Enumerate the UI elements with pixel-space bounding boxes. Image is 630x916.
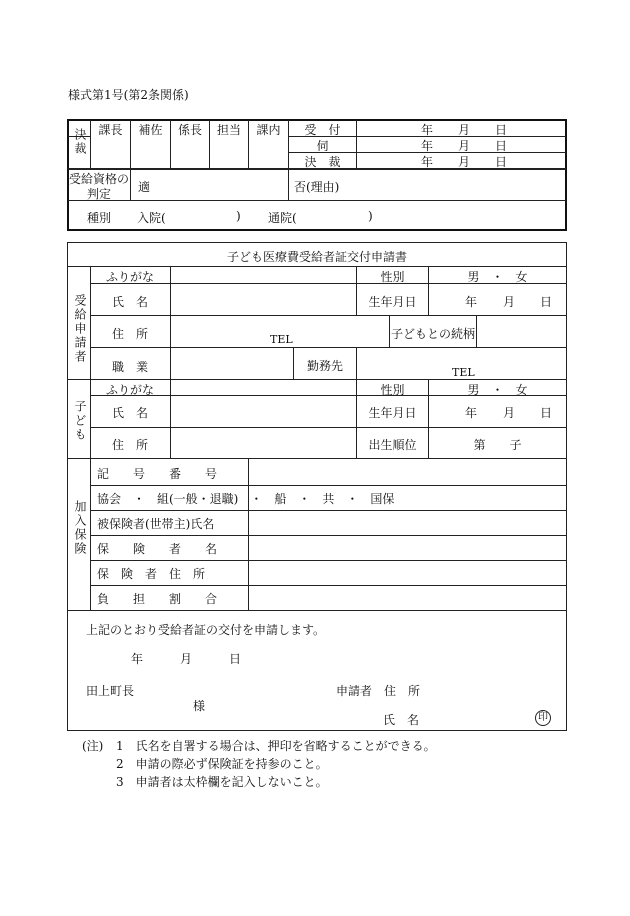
child-gender-label: 性別 xyxy=(380,383,405,397)
appropriate-label: 適 xyxy=(138,180,151,194)
child-birth-year: 年 xyxy=(465,406,478,420)
birth-month: 月 xyxy=(503,295,516,309)
role-section-chief: 課長 xyxy=(98,123,123,137)
application-day: 日 xyxy=(229,652,242,666)
date-day: 日 xyxy=(495,123,508,137)
birth-year: 年 xyxy=(465,295,478,309)
insurer-address-label: 保 険 者 住 所 xyxy=(97,567,206,581)
seal-mark: 印 xyxy=(535,710,551,726)
birth-order-label: 出生順位 xyxy=(368,438,417,452)
notes-prefix: (注) xyxy=(82,739,104,753)
approval-label: 決裁 xyxy=(73,128,87,156)
date-day: 日 xyxy=(495,155,508,169)
child-address-label: 住 所 xyxy=(112,438,149,452)
applicant-name-label: 氏 名 xyxy=(112,295,149,309)
received-label: 受 付 xyxy=(304,123,341,137)
applicant-gender-value: 男 ・ 女 xyxy=(467,270,528,284)
role-internal: 課内 xyxy=(256,123,281,137)
form-number: 様式第1号(第2条関係) xyxy=(68,88,189,102)
type-label: 種別 xyxy=(86,211,111,225)
outpatient-close: ) xyxy=(368,209,373,223)
applicant-job-label: 職 業 xyxy=(112,360,149,374)
applicant-name-sign-label: 氏 名 xyxy=(383,713,420,727)
date-month: 月 xyxy=(458,123,471,137)
child-name-label: 氏 名 xyxy=(112,406,149,420)
application-year: 年 xyxy=(131,652,144,666)
sama-label: 様 xyxy=(193,699,206,713)
workplace-tel-label: TEL xyxy=(452,366,475,379)
application-month: 月 xyxy=(180,652,193,666)
eligibility-label-1: 受給資格の xyxy=(68,172,129,186)
applicant-birth-label: 生年月日 xyxy=(368,295,417,309)
child-gender-value: 男 ・ 女 xyxy=(467,383,528,397)
role-staff: 担当 xyxy=(216,123,241,137)
date-day: 日 xyxy=(495,139,508,153)
eligibility-label-2: 判定 xyxy=(86,187,111,201)
insurance-symbol-label: 記 号 番 号 xyxy=(97,467,218,481)
denied-label: 否(理由) xyxy=(294,180,340,194)
decision-label: 決 裁 xyxy=(304,155,341,169)
declaration-text: 上記のとおり受給者証の交付を申請します。 xyxy=(86,623,326,637)
child-furigana-label: ふりがな xyxy=(106,383,155,397)
insured-name-label: 被保険者(世帯主)氏名 xyxy=(97,517,215,531)
applicant-furigana-label: ふりがな xyxy=(106,270,155,284)
workplace-label: 勤務先 xyxy=(306,359,343,373)
child-birth-day: 日 xyxy=(540,406,553,420)
form-title: 子ども医療費受給者証交付申請書 xyxy=(226,250,407,264)
note-3: 3 申請者は太枠欄を記入しないこと。 xyxy=(116,775,328,789)
date-year: 年 xyxy=(421,123,434,137)
applicant-address-sign-label: 申請者 住 所 xyxy=(336,684,421,698)
child-section-label: 子ども xyxy=(73,400,87,442)
consult-label: 伺 xyxy=(316,139,329,153)
insurance-types: 協会 ・ 組(一般・退職) ・ 船 ・ 共 ・ 国保 xyxy=(97,492,395,506)
child-birth-label: 生年月日 xyxy=(368,406,417,420)
outpatient-label: 通院( xyxy=(268,211,297,225)
applicant-section-label: 受給申請者 xyxy=(73,294,87,364)
date-year: 年 xyxy=(421,139,434,153)
date-year: 年 xyxy=(421,155,434,169)
insurer-name-label: 保 険 者 名 xyxy=(97,542,218,556)
mayor-label: 田上町長 xyxy=(86,684,135,698)
insurance-section-label: 加入保険 xyxy=(73,500,87,556)
applicant-address-label: 住 所 xyxy=(112,327,149,341)
birth-order-value: 第 子 xyxy=(473,438,522,452)
copay-label: 負 担 割 合 xyxy=(97,592,218,606)
date-month: 月 xyxy=(458,139,471,153)
note-2: 2 申請の際必ず保険証を持参のこと。 xyxy=(116,757,328,771)
date-month: 月 xyxy=(458,155,471,169)
note-1: 1 氏名を自署する場合は、押印を省略することができる。 xyxy=(116,739,436,753)
applicant-tel-label: TEL xyxy=(270,333,293,346)
inpatient-close: ) xyxy=(236,209,241,223)
relation-label: 子どもとの続柄 xyxy=(390,327,475,341)
role-chief: 係長 xyxy=(177,123,202,137)
birth-day: 日 xyxy=(540,295,553,309)
child-birth-month: 月 xyxy=(503,406,516,420)
inpatient-label: 入院( xyxy=(137,211,166,225)
applicant-gender-label: 性別 xyxy=(380,270,405,284)
role-deputy: 補佐 xyxy=(138,123,163,137)
